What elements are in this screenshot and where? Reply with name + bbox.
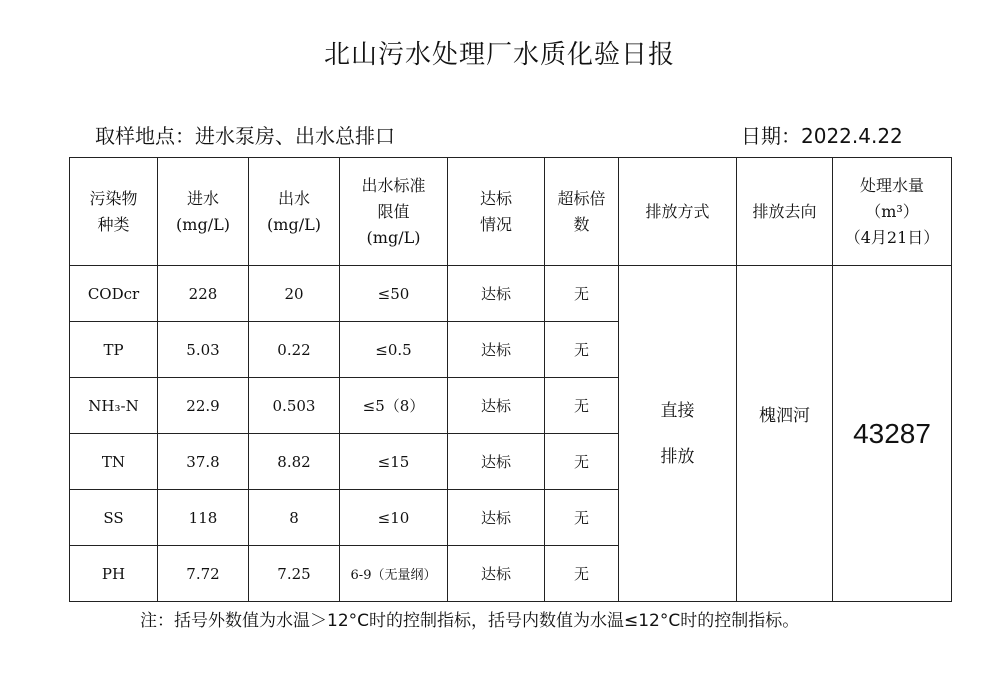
cell-exceed: 无: [545, 546, 619, 602]
table-header-row: [70, 158, 952, 266]
cell-standard: ≤15: [340, 434, 448, 490]
cell-type: CODcr: [70, 266, 158, 322]
header-inflow: 进水 (mg/L): [158, 158, 249, 266]
cell-standard: 6-9（无量纲）: [340, 546, 448, 602]
cell-outflow: 0.22: [249, 322, 340, 378]
cell-inflow: 228: [158, 266, 249, 322]
sampling-location: 取样地点：进水泵房、出水总排口: [95, 124, 395, 148]
cell-status: 达标: [448, 266, 545, 322]
cell-exceed: 无: [545, 434, 619, 490]
cell-treated-volume: 43287: [833, 266, 952, 602]
cell-type: PH: [70, 546, 158, 602]
cell-exceed: 无: [545, 266, 619, 322]
cell-exceed: 无: [545, 378, 619, 434]
cell-outflow: 8.82: [249, 434, 340, 490]
cell-type: NH₃-N: [70, 378, 158, 434]
cell-inflow: 118: [158, 490, 249, 546]
cell-exceed: 无: [545, 490, 619, 546]
cell-status: 达标: [448, 546, 545, 602]
cell-type: SS: [70, 490, 158, 546]
cell-inflow: 5.03: [158, 322, 249, 378]
header-pollutant-type: 污染物 种类: [70, 158, 158, 266]
cell-outflow: 0.503: [249, 378, 340, 434]
cell-status: 达标: [448, 322, 545, 378]
cell-discharge-method: 直接 排放: [619, 266, 737, 602]
report-date: 日期：2022.4.22: [741, 124, 903, 148]
cell-exceed: 无: [545, 322, 619, 378]
header-outflow: 出水 (mg/L): [249, 158, 340, 266]
cell-inflow: 7.72: [158, 546, 249, 602]
cell-type: TP: [70, 322, 158, 378]
header-volume: 处理水量 （m³） （4月21日）: [833, 158, 952, 266]
header-status: 达标 情况: [448, 158, 545, 266]
cell-outflow: 20: [249, 266, 340, 322]
table-row: [70, 266, 952, 322]
cell-outflow: 7.25: [249, 546, 340, 602]
cell-standard: ≤50: [340, 266, 448, 322]
cell-status: 达标: [448, 378, 545, 434]
cell-standard: ≤5（8）: [340, 378, 448, 434]
cell-status: 达标: [448, 434, 545, 490]
header-discharge-direction: 排放去向: [737, 158, 833, 266]
cell-status: 达标: [448, 490, 545, 546]
header-exceed: 超标倍 数: [545, 158, 619, 266]
cell-standard: ≤10: [340, 490, 448, 546]
cell-outflow: 8: [249, 490, 340, 546]
cell-standard: ≤0.5: [340, 322, 448, 378]
cell-type: TN: [70, 434, 158, 490]
report-title: 北山污水处理厂水质化验日报: [323, 40, 675, 70]
cell-inflow: 37.8: [158, 434, 249, 490]
cell-discharge-direction: 槐泗河: [737, 266, 833, 602]
header-discharge-method: 排放方式: [619, 158, 737, 266]
water-quality-table: [69, 157, 952, 602]
footnote: 注：括号外数值为水温＞12°C时的控制指标，括号内数值为水温≤12°C时的控制指标。: [140, 611, 800, 631]
cell-inflow: 22.9: [158, 378, 249, 434]
header-standard: 出水标准 限值 (mg/L): [340, 158, 448, 266]
